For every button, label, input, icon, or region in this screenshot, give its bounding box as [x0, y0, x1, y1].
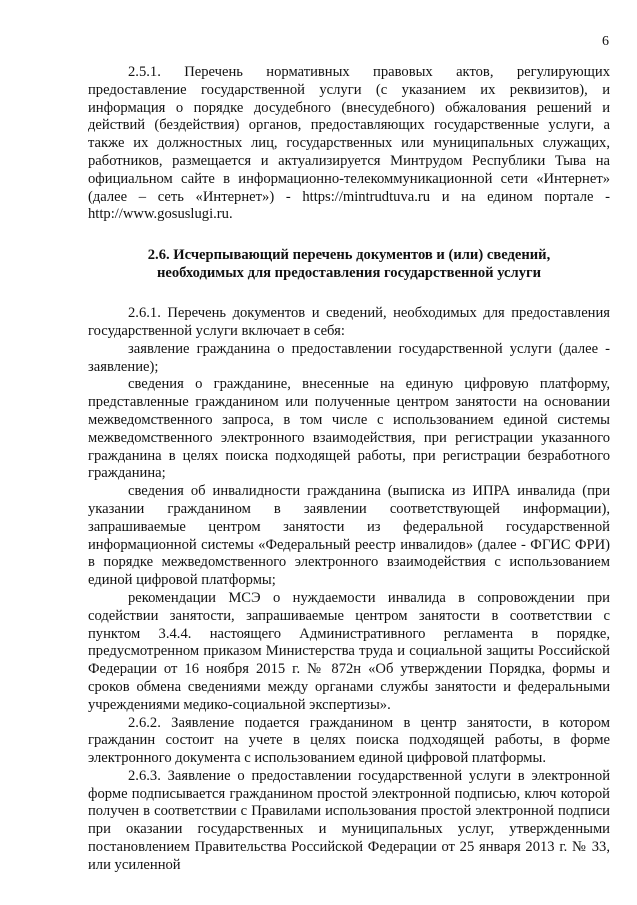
section-heading-line-1: 2.6. Исчерпывающий перечень документов и (или) сведений,	[147, 247, 551, 264]
list-item-disability-info: сведения об инвалидности гражданина (выписка из ИПРА инвалида (при указании гражданином в заявлении соответствующей информации), запрашиваемые центром занятости из федеральной государственной информационной системы «Федеральный реестр инвалидов» (далее - ФГИС ФРИ) в порядке межведомственного электронного взаимодействия с использованием единой цифровой платформы;	[88, 483, 610, 589]
paragraph-2-5-1: 2.5.1. Перечень нормативных правовых актов, регулирующих предоставление государственной услуги (с указанием их реквизитов), и информация о порядке досудебного (внесудебного) обжалования решений и действий (бездействия) органов, предоставляющих государственные услуги, а также их должностных лиц, государственных или муниципальных служащих, работников, размещается и актуализируется Минтрудом Республики Тыва на официальном сайте в информационно-телекоммуникационной сети «Интернет» (далее – сеть «Интернет») - https://mintrudtuva.ru и на едином портале - http://www.gosuslugi.ru.	[88, 64, 610, 223]
paragraph-2-6-2: 2.6.2. Заявление подается гражданином в центр занятости, в котором гражданин состоит на учете в целях поиска подходящей работы, в форме электронного документа с использованием единой цифровой платформы.	[88, 714, 610, 767]
list-item-application: заявление гражданина о предоставлении государственной услуги (далее - заявление);	[88, 340, 610, 375]
section-heading-line-2: необходимых для предоставления государственной услуги	[156, 265, 542, 282]
paragraph-2-6-1: 2.6.1. Перечень документов и сведений, необходимых для предоставления государственной услуги включает в себя:	[88, 305, 610, 339]
list-item-citizen-info: сведения о гражданине, внесенные на единую цифровую платформу, представленные гражданином или полученные центром занятости на основании межведомственного запроса, в том числе с использованием единой системы межведомственного электронного взаимодействия, при регистрации указанного гражданина в целях поиска подходящей работы, при регистрации безработного гражданина;	[88, 376, 610, 482]
paragraph-2-6-3: 2.6.3. Заявление о предоставлении государственной услуги в электронной форме подписывается гражданином простой электронной подписью, ключ которой получен в соответствии с Правилами использования простой электронной подписи при оказании государственных и муниципальных услуг, утвержденными постановлением Правительства Российской Федерации от 25 января 2013 г. № 33, или усиленной	[88, 767, 610, 873]
list-item-mse-recommendations: рекомендации МСЭ о нуждаемости инвалида в сопровождении при содействии занятости, запрашиваемые центром занятости в соответствии с пунктом 3.4.4. настоящего Административного регламента в порядке, предусмотренном приказом Министерства труда и социальной защиты Российской Федерации от 16 ноября 2015 г. № 872н «Об утверждении Порядка, формы и сроков обмена сведениями между органами службы занятости и федеральными учреждениями медико-социальной экспертизы».	[88, 589, 610, 713]
section-heading-2-6	[88, 246, 610, 282]
document-body	[88, 64, 610, 875]
page-number: 6	[602, 34, 609, 49]
